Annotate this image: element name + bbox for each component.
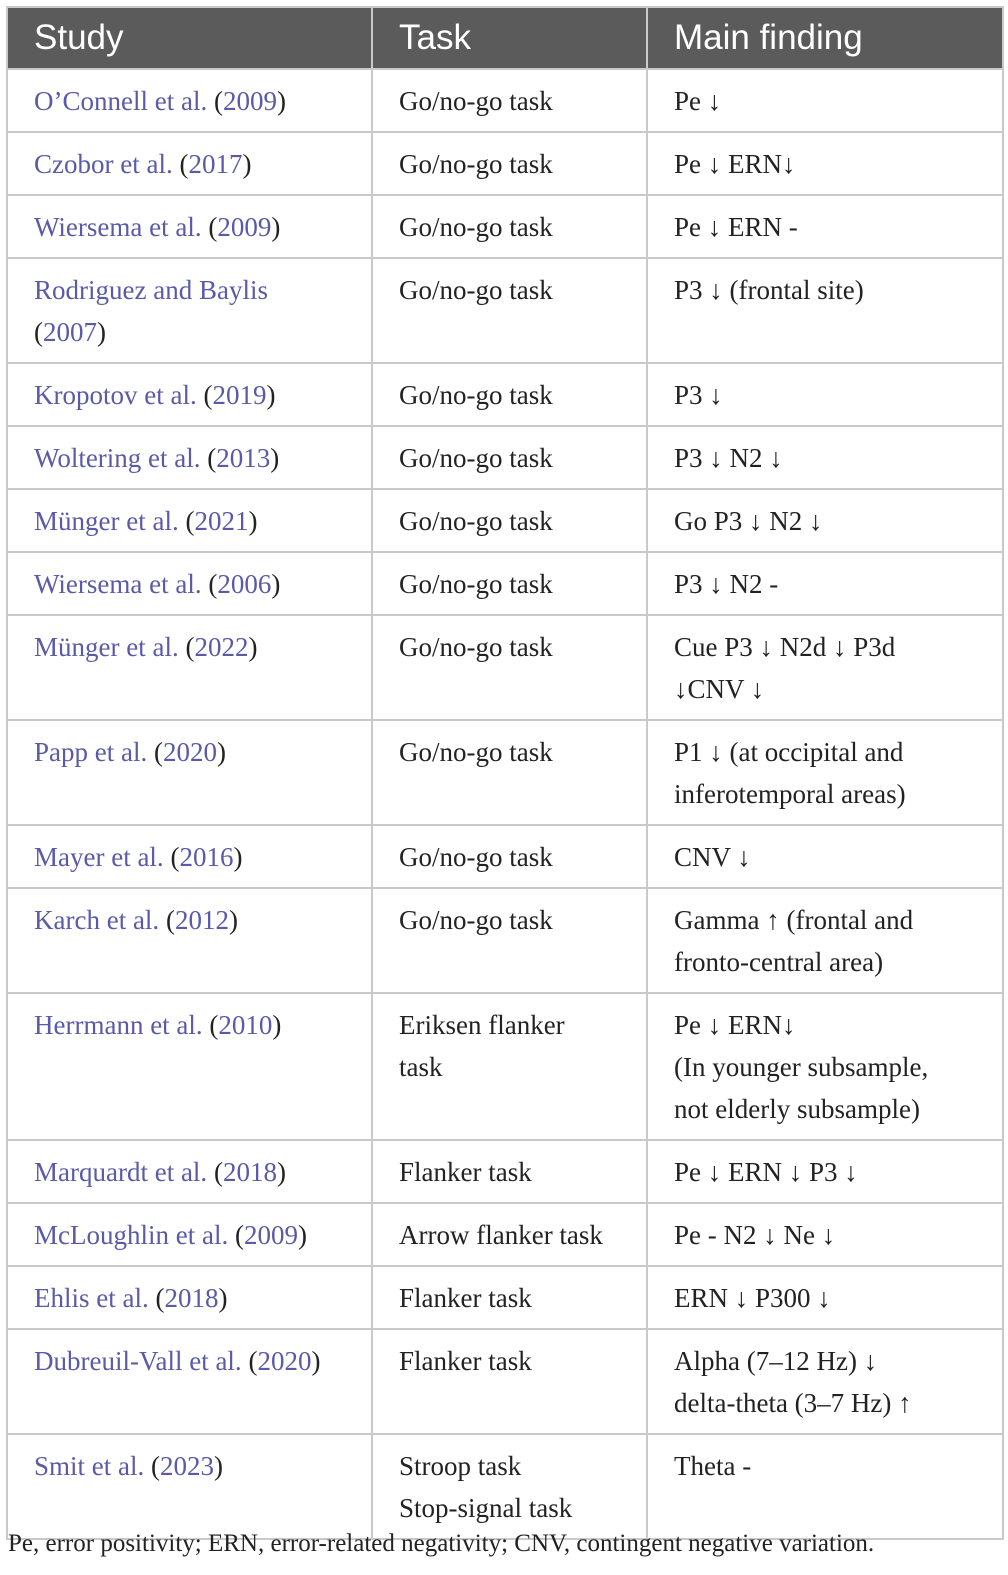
task-text: Stop-signal task: [399, 1493, 573, 1523]
finding-text: P3 ↓: [674, 380, 723, 410]
study-cell: [7, 195, 372, 258]
paren-close: ): [233, 842, 243, 872]
finding-cell: [647, 69, 1003, 132]
finding-text: Pe ↓ ERN -: [674, 212, 798, 242]
finding-cell: [647, 1434, 1003, 1539]
task-cell: [372, 1329, 647, 1434]
table-row: [7, 132, 1003, 195]
task-cell: [372, 615, 647, 720]
header-main-finding: Main finding: [647, 7, 1003, 69]
paren-close: ): [242, 149, 252, 179]
study-author-link[interactable]: Münger et al.: [34, 632, 179, 662]
study-year-link[interactable]: 2020: [257, 1346, 312, 1376]
studies-table: [6, 6, 1004, 1540]
finding-cell: [647, 1266, 1003, 1329]
paren-close: ): [216, 737, 226, 767]
paren-close: ): [214, 1451, 223, 1481]
study-cell: [7, 1266, 372, 1329]
finding-text: Gamma ↑ (frontal and: [674, 905, 914, 935]
table-row: [7, 258, 1003, 363]
task-text: Go/no-go task: [399, 905, 553, 935]
study-year-link[interactable]: 2007: [43, 317, 97, 347]
table-row: [7, 888, 1003, 993]
study-author-link[interactable]: Mayer et al.: [34, 842, 164, 872]
paren-open: (: [34, 317, 43, 347]
study-cell: [7, 426, 372, 489]
study-cell: [7, 258, 372, 363]
table-row: [7, 1266, 1003, 1329]
paren-open: (: [208, 212, 218, 242]
study-year-link[interactable]: 2020: [162, 737, 217, 767]
paren-close: ): [218, 1283, 228, 1313]
study-author-link[interactable]: Woltering et al.: [34, 443, 201, 473]
study-cell: [7, 1434, 372, 1539]
study-author-link[interactable]: Münger et al.: [34, 506, 179, 536]
finding-text: Pe ↓ ERN↓: [674, 149, 796, 179]
paren-open: (: [179, 149, 189, 179]
paren-open: (: [234, 1220, 244, 1250]
paren-open: (: [151, 1451, 160, 1481]
study-author-link[interactable]: Wiersema et al.: [34, 212, 202, 242]
finding-text: inferotemporal areas): [674, 779, 906, 809]
task-text: Go/no-go task: [399, 275, 553, 305]
task-text: Arrow flanker task: [399, 1220, 603, 1250]
task-text: Go/no-go task: [399, 569, 553, 599]
paren-close: ): [311, 1346, 321, 1376]
finding-text: delta-theta (3–7 Hz) ↑: [674, 1388, 912, 1418]
task-text: Flanker task: [399, 1283, 532, 1313]
paren-close: ): [272, 1010, 282, 1040]
paren-close: ): [248, 632, 258, 662]
study-cell: [7, 888, 372, 993]
finding-cell: [647, 1203, 1003, 1266]
task-text: task: [399, 1052, 443, 1082]
study-author-link[interactable]: Smit et al.: [34, 1451, 145, 1481]
paren-open: (: [209, 1010, 219, 1040]
task-text: Go/no-go task: [399, 212, 553, 242]
table-row: [7, 615, 1003, 720]
paren-open: (: [185, 506, 195, 536]
task-cell: [372, 1266, 647, 1329]
table-row: [7, 1140, 1003, 1203]
paren-close: ): [276, 86, 286, 116]
paren-close: ): [297, 1220, 307, 1250]
finding-text: Pe - N2 ↓ Ne ↓: [674, 1220, 836, 1250]
finding-cell: [647, 825, 1003, 888]
finding-text: Pe ↓ ERN↓: [674, 1010, 796, 1040]
task-cell: [372, 888, 647, 993]
task-text: Go/no-go task: [399, 380, 553, 410]
finding-cell: [647, 426, 1003, 489]
paren-close: ): [276, 1157, 286, 1187]
finding-cell: [647, 195, 1003, 258]
task-text: Flanker task: [399, 1346, 532, 1376]
task-cell: [372, 825, 647, 888]
task-cell: [372, 363, 647, 426]
study-year-link[interactable]: 2022: [194, 632, 249, 662]
study-year-link[interactable]: 2009: [243, 1220, 298, 1250]
study-year-link[interactable]: 2009: [222, 86, 277, 116]
study-author-link[interactable]: Herrmann et al.: [34, 1010, 203, 1040]
study-author-link[interactable]: Rodriguez and Baylis: [34, 275, 268, 305]
finding-text: ERN ↓ P300 ↓: [674, 1283, 831, 1313]
study-author-link[interactable]: Czobor et al.: [34, 149, 173, 179]
paren-close: ): [248, 506, 258, 536]
finding-cell: [647, 552, 1003, 615]
study-cell: [7, 993, 372, 1140]
finding-cell: [647, 258, 1003, 363]
study-year-link[interactable]: 2019: [212, 380, 267, 410]
study-year-link[interactable]: 2006: [217, 569, 272, 599]
study-cell: [7, 615, 372, 720]
study-cell: [7, 1203, 372, 1266]
finding-text: Go P3 ↓ N2 ↓: [674, 506, 823, 536]
finding-text: (In younger subsample,: [674, 1052, 929, 1082]
finding-cell: [647, 1140, 1003, 1203]
table-row: [7, 1329, 1003, 1434]
paren-open: (: [153, 737, 163, 767]
paren-open: (: [170, 842, 180, 872]
table-row: [7, 426, 1003, 489]
task-text: Go/no-go task: [399, 842, 553, 872]
task-cell: [372, 426, 647, 489]
study-year-link[interactable]: 2010: [218, 1010, 273, 1040]
study-cell: [7, 69, 372, 132]
finding-text: fronto-central area): [674, 947, 884, 977]
task-text: Go/no-go task: [399, 506, 553, 536]
study-cell: [7, 489, 372, 552]
finding-text: Theta -: [674, 1451, 752, 1481]
task-cell: [372, 132, 647, 195]
task-text: Go/no-go task: [399, 737, 553, 767]
study-author-link[interactable]: O’Connell et al.: [34, 86, 208, 116]
table-row: [7, 1434, 1003, 1539]
finding-cell: [647, 489, 1003, 552]
table-row: [7, 825, 1003, 888]
finding-text: Alpha (7–12 Hz) ↓: [674, 1346, 878, 1376]
finding-text: Cue P3 ↓ N2d ↓ P3d: [674, 632, 896, 662]
paren-close: ): [228, 905, 238, 935]
paren-open: (: [185, 632, 195, 662]
study-author-link[interactable]: Kropotov et al.: [34, 380, 197, 410]
study-author-link[interactable]: McLoughlin et al.: [34, 1220, 229, 1250]
task-cell: [372, 720, 647, 825]
study-author-link[interactable]: Wiersema et al.: [34, 569, 202, 599]
task-cell: [372, 258, 647, 363]
paren-close: ): [271, 569, 281, 599]
table-footnote: Pe, error positivity; ERN, error-related negativity; CNV, contingent negative variation.: [8, 1530, 875, 1557]
paren-open: (: [248, 1346, 258, 1376]
study-year-link[interactable]: 2023: [160, 1451, 214, 1481]
table-header-row: [7, 7, 1003, 69]
finding-text: Pe ↓: [674, 86, 722, 116]
finding-text: ↓CNV ↓: [674, 674, 765, 704]
study-author-link[interactable]: Dubreuil-Vall et al.: [34, 1346, 242, 1376]
task-text: Eriksen flanker: [399, 1010, 565, 1040]
paren-close: ): [97, 317, 106, 347]
task-cell: [372, 552, 647, 615]
study-cell: [7, 363, 372, 426]
study-cell: [7, 720, 372, 825]
finding-cell: [647, 888, 1003, 993]
task-cell: [372, 195, 647, 258]
study-cell: [7, 552, 372, 615]
task-cell: [372, 1140, 647, 1203]
study-author-link[interactable]: Papp et al.: [34, 737, 148, 767]
finding-text: P3 ↓ (frontal site): [674, 275, 864, 305]
table-row: [7, 720, 1003, 825]
task-text: Go/no-go task: [399, 632, 553, 662]
study-year-link[interactable]: 2018: [222, 1157, 277, 1187]
finding-cell: [647, 615, 1003, 720]
paren-close: ): [271, 212, 281, 242]
task-cell: [372, 993, 647, 1140]
task-cell: [372, 489, 647, 552]
paren-close: ): [266, 380, 276, 410]
task-cell: [372, 69, 647, 132]
table-row: [7, 1203, 1003, 1266]
finding-text: P3 ↓ N2 -: [674, 569, 779, 599]
study-author-link[interactable]: Karch et al.: [34, 905, 160, 935]
paren-close: ): [270, 443, 280, 473]
study-author-link[interactable]: Marquardt et al.: [34, 1157, 208, 1187]
paren-open: (: [165, 905, 175, 935]
paren-open: (: [213, 1157, 223, 1187]
study-year-link[interactable]: 2017: [188, 149, 243, 179]
task-text: Go/no-go task: [399, 86, 553, 116]
task-cell: [372, 1434, 647, 1539]
finding-cell: [647, 993, 1003, 1140]
paren-open: (: [203, 380, 213, 410]
study-author-link[interactable]: Ehlis et al.: [34, 1283, 149, 1313]
study-cell: [7, 1329, 372, 1434]
finding-text: CNV ↓: [674, 842, 751, 872]
paren-open: (: [207, 443, 217, 473]
task-text: Stroop task: [399, 1451, 522, 1481]
task-text: Go/no-go task: [399, 149, 553, 179]
task-text: Flanker task: [399, 1157, 532, 1187]
table-row: [7, 195, 1003, 258]
table-row: [7, 552, 1003, 615]
study-year-link[interactable]: 2018: [164, 1283, 219, 1313]
table-row: [7, 993, 1003, 1140]
finding-text: P1 ↓ (at occipital and: [674, 737, 904, 767]
finding-cell: [647, 132, 1003, 195]
table-row: [7, 489, 1003, 552]
study-cell: [7, 132, 372, 195]
paren-open: (: [213, 86, 223, 116]
header-study: Study: [7, 7, 372, 69]
finding-text: Pe ↓ ERN ↓ P3 ↓: [674, 1157, 858, 1187]
table-row: [7, 363, 1003, 426]
task-text: Go/no-go task: [399, 443, 553, 473]
study-year-link[interactable]: 2012: [174, 905, 229, 935]
header-task: Task: [372, 7, 647, 69]
finding-cell: [647, 363, 1003, 426]
paren-open: (: [208, 569, 218, 599]
finding-cell: [647, 720, 1003, 825]
finding-cell: [647, 1329, 1003, 1434]
study-year-link[interactable]: 2013: [216, 443, 271, 473]
finding-text: not elderly subsample): [674, 1094, 920, 1124]
study-cell: [7, 825, 372, 888]
table-body: [7, 69, 1003, 1539]
task-cell: [372, 1203, 647, 1266]
study-year-link[interactable]: 2016: [179, 842, 234, 872]
study-cell: [7, 1140, 372, 1203]
study-year-link[interactable]: 2021: [194, 506, 249, 536]
finding-text: P3 ↓ N2 ↓: [674, 443, 783, 473]
study-year-link[interactable]: 2009: [217, 212, 272, 242]
paren-open: (: [155, 1283, 165, 1313]
table-row: [7, 69, 1003, 132]
